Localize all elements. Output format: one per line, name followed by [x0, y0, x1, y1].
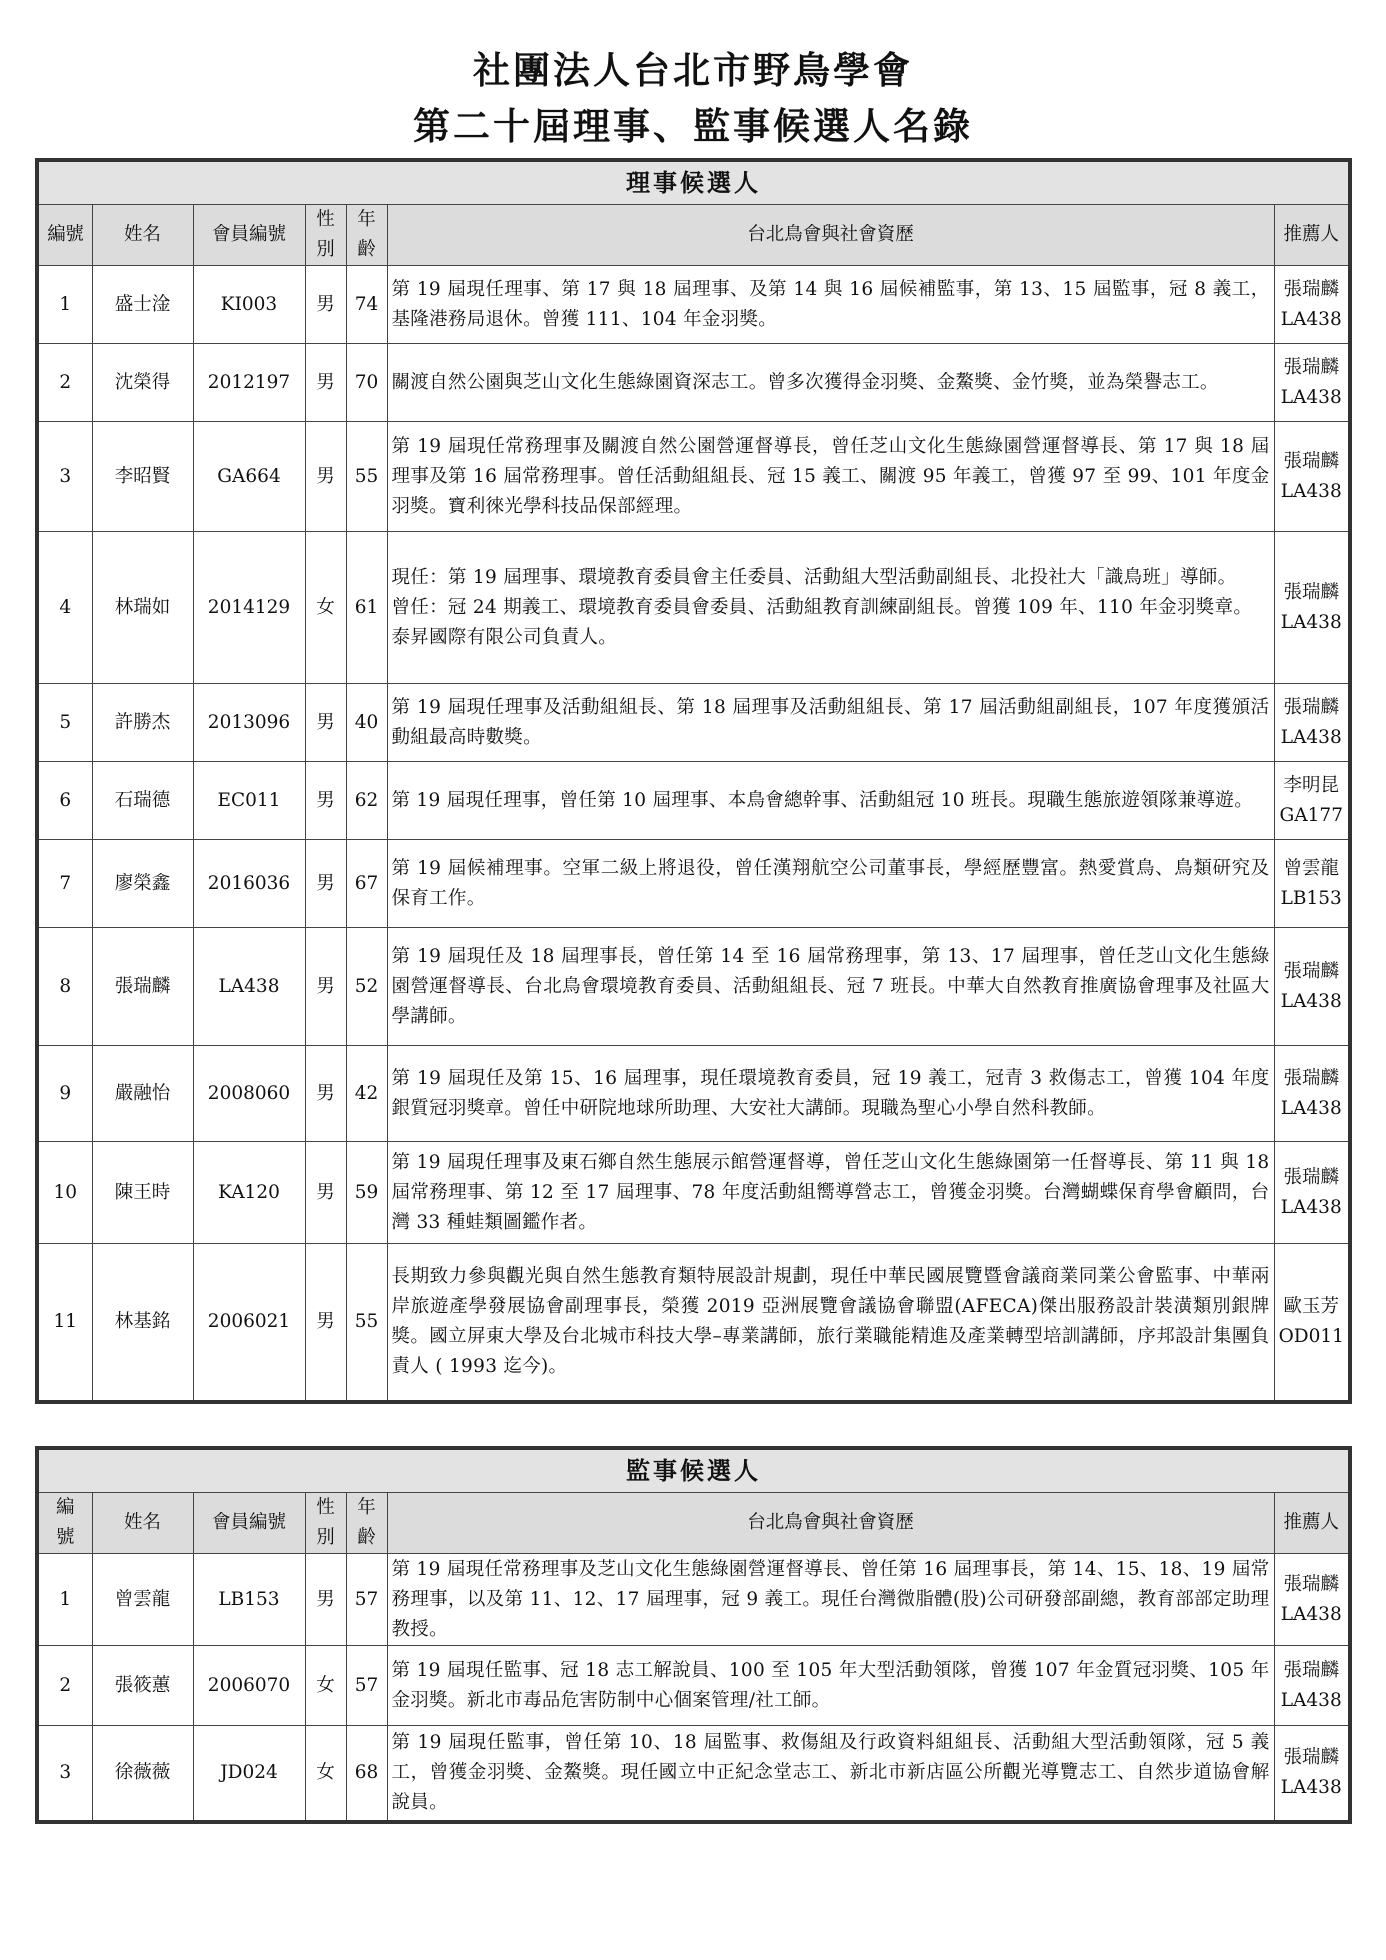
recommender-id: LA438 — [1280, 1097, 1342, 1119]
recommender-name: 張瑞麟 — [1283, 278, 1339, 300]
candidate-name: 許勝杰 — [92, 684, 193, 762]
background-text: 第 19 屆現任理事及活動組組長、第 18 屆理事及活動組組長、第 17 屆活動組副組長，107 年度獲頒活動組最高時數獎。 — [387, 684, 1274, 762]
member-id: KA120 — [193, 1142, 305, 1244]
candidate-name: 陳王時 — [92, 1142, 193, 1244]
recommender-name: 張瑞麟 — [1283, 1067, 1339, 1089]
recommender-name: 李明昆 — [1283, 774, 1339, 796]
age: 61 — [346, 532, 387, 684]
member-id: KI003 — [193, 266, 305, 344]
background-text: 第 19 屆現任理事及東石鄉自然生態展示館營運督導，曾任芝山文化生態綠園第一任督導長、第 11 與 18 屆常務理事、第 12 至 17 屆理事、78 年度活動組嚮導營志工，曾獲金羽獎。台灣蝴蝶保育學會顧問，台灣 33 種蛙類圖鑑作者。 — [387, 1142, 1274, 1244]
table-header-row — [37, 205, 1350, 266]
background-text: 第 19 屆現任及 18 屆理事長，曾任第 14 至 16 屆常務理事，第 13、17 屆理事，曾任芝山文化生態綠園營運督導長、台北鳥會環境教育委員、活動組組長、冠 7 班長。中華大自然教育推廣協會理事及社區大學講師。 — [387, 928, 1274, 1046]
background-text: 長期致力參與觀光與自然生態教育類特展設計規劃，現任中華民國展覽暨會議商業同業公會監事、中華兩岸旅遊產學發展協會副理事長，榮獲 2019 亞洲展覽會議協會聯盟(AFECA)傑出服務設計裝潢類別銀牌獎。國立屏東大學及台北城市科技大學–專業講師，旅行業職能精進及產業轉型培訓講師，序邦設計集團負責人 ( 1993 迄今)。 — [387, 1244, 1274, 1402]
document-subtitle: 第二十屆理事、監事候選人名錄 — [413, 104, 973, 148]
background-text: 第 19 屆現任理事，曾任第 10 屆理事、本鳥會總幹事、活動組冠 10 班長。現職生態旅遊領隊兼導遊。 — [387, 762, 1274, 840]
age: 62 — [346, 762, 387, 840]
recommender-id: OD011 — [1278, 1325, 1344, 1347]
recommender-cell — [1274, 684, 1350, 762]
recommender-id: LA438 — [1280, 386, 1342, 408]
member-id: GA664 — [193, 422, 305, 532]
age: 70 — [346, 344, 387, 422]
member-id: LA438 — [193, 928, 305, 1046]
background-text: 現任：第 19 屆理事、環境教育委員會主任委員、活動組大型活動副組長、北投社大「識鳥班」導師。 曾任：冠 24 期義工、環境教育委員會委員、活動組教育訓練副組長。曾獲 109 年、110 年金羽獎章。 泰昇國際有限公司負責人。 — [387, 532, 1274, 684]
gender: 男 — [305, 266, 346, 344]
gender: 男 — [305, 684, 346, 762]
gender: 男 — [305, 928, 346, 1046]
gender: 男 — [305, 840, 346, 928]
member-id: LB153 — [193, 1554, 305, 1646]
age: 57 — [346, 1646, 387, 1726]
recommender-cell — [1274, 840, 1350, 928]
row-number: 3 — [37, 1726, 92, 1822]
gender: 男 — [305, 1046, 346, 1142]
recommender-id: LA438 — [1280, 1603, 1342, 1625]
row-number: 10 — [37, 1142, 92, 1244]
recommender-cell — [1274, 532, 1350, 684]
table-header-row — [37, 1493, 1350, 1554]
age: 55 — [346, 1244, 387, 1402]
candidate-name: 石瑞德 — [92, 762, 193, 840]
candidate-name: 盛士淦 — [92, 266, 193, 344]
table-row — [37, 1554, 1350, 1646]
background-text: 第 19 屆現任常務理事及關渡自然公園營運督導長，曾任芝山文化生態綠園營運督導長、第 17 與 18 屆理事及第 16 屆常務理事。曾任活動組組長、冠 15 義工、關渡 95 年義工，曾獲 97 至 99、101 年度金羽獎。寶利徠光學科技品保部經理。 — [387, 422, 1274, 532]
gender: 男 — [305, 1142, 346, 1244]
recommender-name: 張瑞麟 — [1283, 696, 1339, 718]
row-number: 3 — [37, 422, 92, 532]
row-number: 11 — [37, 1244, 92, 1402]
recommender-cell — [1274, 1244, 1350, 1402]
recommender-id: LA438 — [1280, 990, 1342, 1012]
board-table-body — [37, 266, 1350, 1402]
header-age: 年 齡 — [346, 1493, 387, 1554]
recommender-cell — [1274, 344, 1350, 422]
header-gender: 性 別 — [305, 1493, 346, 1554]
member-id: 2016036 — [193, 840, 305, 928]
table-row — [37, 1646, 1350, 1726]
background-text: 第 19 屆現任監事、冠 18 志工解說員、100 至 105 年大型活動領隊，曾獲 107 年金質冠羽獎、105 年金羽獎。新北市毒品危害防制中心個案管理/社工師。 — [387, 1646, 1274, 1726]
recommender-name: 曾雲龍 — [1283, 857, 1339, 879]
recommender-id: LA438 — [1280, 308, 1342, 330]
row-number: 5 — [37, 684, 92, 762]
background-text: 第 19 屆現任及第 15、16 屆理事，現任環境教育委員，冠 19 義工，冠青 3 救傷志工，曾獲 104 年度銀質冠羽獎章。曾任中研院地球所助理、大安社大講師。現職為聖心小學自然科教師。 — [387, 1046, 1274, 1142]
gender: 女 — [305, 1646, 346, 1726]
recommender-cell — [1274, 1142, 1350, 1244]
member-id: 2012197 — [193, 344, 305, 422]
candidate-name: 曾雲龍 — [92, 1554, 193, 1646]
gender: 男 — [305, 1554, 346, 1646]
gender: 男 — [305, 422, 346, 532]
recommender-id: LA438 — [1280, 1689, 1342, 1711]
header-name: 姓名 — [92, 205, 193, 266]
background-text: 第 19 屆候補理事。空軍二級上將退役，曾任漢翔航空公司董事長，學經歷豐富。熱愛賞鳥、鳥類研究及保育工作。 — [387, 840, 1274, 928]
member-id: EC011 — [193, 762, 305, 840]
member-id: 2014129 — [193, 532, 305, 684]
member-id: 2006021 — [193, 1244, 305, 1402]
row-number: 8 — [37, 928, 92, 1046]
candidate-name: 嚴融怡 — [92, 1046, 193, 1142]
age: 40 — [346, 684, 387, 762]
header-background: 台北鳥會與社會資歷 — [387, 205, 1274, 266]
header-gender: 性 別 — [305, 205, 346, 266]
row-number: 7 — [37, 840, 92, 928]
age: 52 — [346, 928, 387, 1046]
board-candidates-table — [35, 158, 1352, 1404]
row-number: 1 — [37, 1554, 92, 1646]
member-id: 2006070 — [193, 1646, 305, 1726]
recommender-id: LB153 — [1280, 887, 1342, 909]
header-recommender: 推薦人 — [1274, 205, 1350, 266]
gender: 女 — [305, 532, 346, 684]
row-number: 9 — [37, 1046, 92, 1142]
recommender-name: 張瑞麟 — [1283, 1746, 1339, 1768]
recommender-id: GA177 — [1279, 804, 1343, 826]
row-number: 1 — [37, 266, 92, 344]
age: 74 — [346, 266, 387, 344]
table-row — [37, 266, 1350, 344]
document-title: 社團法人台北市野鳥學會 — [473, 48, 913, 92]
header-recommender: 推薦人 — [1274, 1493, 1350, 1554]
age: 42 — [346, 1046, 387, 1142]
age: 68 — [346, 1726, 387, 1822]
header-age: 年 齡 — [346, 205, 387, 266]
recommender-cell — [1274, 1726, 1350, 1822]
table-row — [37, 1142, 1350, 1244]
age: 59 — [346, 1142, 387, 1244]
recommender-cell — [1274, 1046, 1350, 1142]
table-row — [37, 422, 1350, 532]
gender: 男 — [305, 344, 346, 422]
table-row — [37, 1244, 1350, 1402]
candidate-name: 張瑞麟 — [92, 928, 193, 1046]
recommender-cell — [1274, 266, 1350, 344]
recommender-cell — [1274, 1554, 1350, 1646]
recommender-name: 張瑞麟 — [1283, 1166, 1339, 1188]
candidate-name: 李昭賢 — [92, 422, 193, 532]
candidate-name: 林基銘 — [92, 1244, 193, 1402]
recommender-name: 歐玉芳 — [1283, 1295, 1339, 1317]
row-number: 4 — [37, 532, 92, 684]
table-row — [37, 928, 1350, 1046]
recommender-id: LA438 — [1280, 611, 1342, 633]
age: 67 — [346, 840, 387, 928]
recommender-id: LA438 — [1280, 1776, 1342, 1798]
row-number: 2 — [37, 344, 92, 422]
candidate-name: 徐薇薇 — [92, 1726, 193, 1822]
header-background: 台北鳥會與社會資歷 — [387, 1493, 1274, 1554]
row-number: 2 — [37, 1646, 92, 1726]
recommender-cell — [1274, 928, 1350, 1046]
background-text: 第 19 屆現任監事，曾任第 10、18 屆監事、救傷組及行政資料組組長、活動組大型活動領隊，冠 5 義工，曾獲金羽獎、金鰲獎。現任國立中正紀念堂志工、新北市新店區公所觀光導覽志工、自然步道協會解說員。 — [387, 1726, 1274, 1822]
gender: 男 — [305, 762, 346, 840]
recommender-name: 張瑞麟 — [1283, 1659, 1339, 1681]
candidate-name: 廖榮鑫 — [92, 840, 193, 928]
table-row — [37, 840, 1350, 928]
recommender-name: 張瑞麟 — [1283, 581, 1339, 603]
member-id: 2013096 — [193, 684, 305, 762]
candidate-name: 張筱蕙 — [92, 1646, 193, 1726]
member-id: JD024 — [193, 1726, 305, 1822]
member-id: 2008060 — [193, 1046, 305, 1142]
recommender-name: 張瑞麟 — [1283, 356, 1339, 378]
section-title: 理事候選人 — [37, 160, 1350, 205]
section-title: 監事候選人 — [37, 1448, 1350, 1493]
recommender-name: 張瑞麟 — [1283, 1573, 1339, 1595]
candidate-name: 林瑞如 — [92, 532, 193, 684]
recommender-name: 張瑞麟 — [1283, 450, 1339, 472]
header-member-id: 會員編號 — [193, 1493, 305, 1554]
header-no: 編 號 — [37, 1493, 92, 1554]
recommender-cell — [1274, 1646, 1350, 1726]
recommender-id: LA438 — [1280, 1196, 1342, 1218]
row-number: 6 — [37, 762, 92, 840]
age: 57 — [346, 1554, 387, 1646]
table-row — [37, 762, 1350, 840]
background-text: 關渡自然公園與芝山文化生態綠園資深志工。曾多次獲得金羽獎、金鰲獎、金竹獎，並為榮譽志工。 — [387, 344, 1274, 422]
recommender-cell — [1274, 762, 1350, 840]
header-name: 姓名 — [92, 1493, 193, 1554]
table-row — [37, 684, 1350, 762]
background-text: 第 19 屆現任常務理事及芝山文化生態綠園營運督導長、曾任第 16 屆理事長，第 14、15、18、19 屆常務理事，以及第 11、12、17 屆理事，冠 9 義工。現任台灣微脂體(股)公司研發部副總，教育部部定助理教授。 — [387, 1554, 1274, 1646]
supervisor-candidates-table — [35, 1446, 1352, 1824]
table-row — [37, 1726, 1350, 1822]
table-row — [37, 532, 1350, 684]
age: 55 — [346, 422, 387, 532]
gender: 男 — [305, 1244, 346, 1402]
recommender-name: 張瑞麟 — [1283, 960, 1339, 982]
recommender-id: LA438 — [1280, 480, 1342, 502]
table-row — [37, 344, 1350, 422]
candidate-name: 沈榮得 — [92, 344, 193, 422]
background-text: 第 19 屆現任理事、第 17 與 18 屆理事、及第 14 與 16 屆候補監事，第 13、15 屆監事，冠 8 義工，基隆港務局退休。曾獲 111、104 年金羽獎。 — [387, 266, 1274, 344]
recommender-cell — [1274, 422, 1350, 532]
supervisor-table-body — [37, 1554, 1350, 1822]
header-member-id: 會員編號 — [193, 205, 305, 266]
gender: 女 — [305, 1726, 346, 1822]
recommender-id: LA438 — [1280, 726, 1342, 748]
table-row — [37, 1046, 1350, 1142]
header-no: 編號 — [37, 205, 92, 266]
